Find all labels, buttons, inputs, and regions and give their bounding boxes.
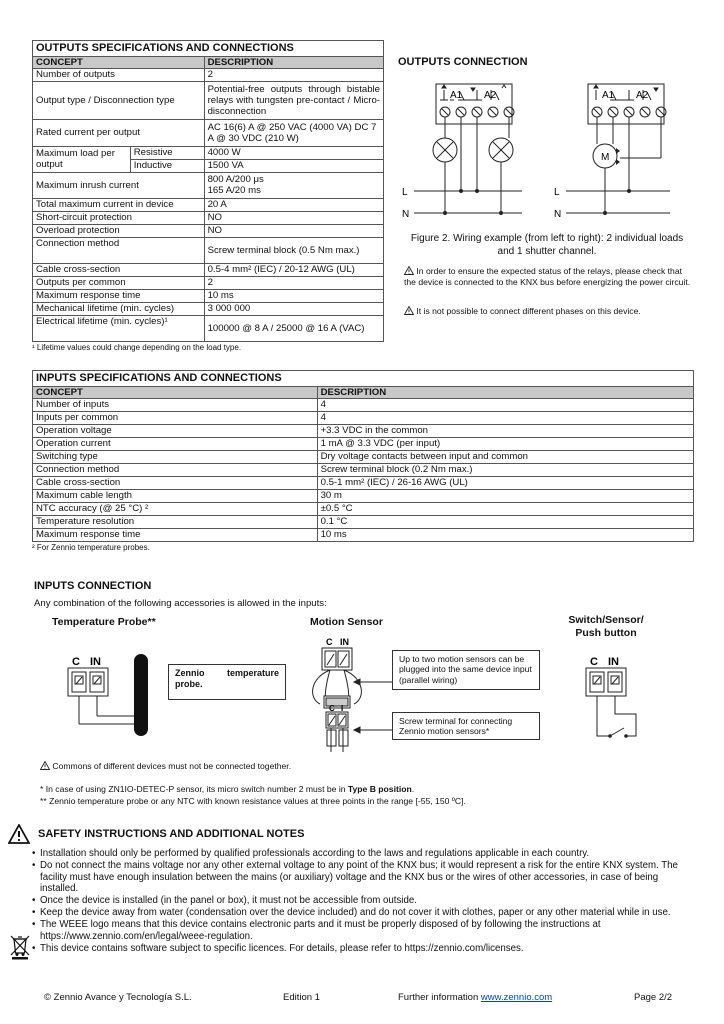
row-concept: Maximum response time: [33, 528, 318, 541]
switch-diagram: [580, 654, 650, 742]
warning-relay-status: [404, 266, 696, 287]
note-sensor: * In case of using ZN1IO-DETEC-P sensor, its micro switch number 2 must be in Type B position.: [40, 784, 415, 794]
row-concept: Connection method: [33, 463, 318, 476]
safety-item: • Installation should only be performed by qualified professionals according to the laws and regulations applicable in each country.: [32, 848, 692, 860]
inputs-footnote: ² For Zennio temperature probes.: [32, 543, 150, 552]
row-concept: Number of inputs: [33, 398, 318, 411]
warning-icon: [40, 761, 50, 770]
row-concept: Mechanical lifetime (min. cycles): [33, 302, 205, 315]
note-probe: ** Zennio temperature probe or any NTC with known resistance values at three points in the range [-55, 150 ºC].: [40, 796, 466, 806]
terminal-c-label: C: [72, 656, 80, 668]
terminal-a2-label: A2: [484, 90, 497, 101]
warning-text: In order to ensure the expected status of the relays, please check that the device is connected to the KNX bus before energizing the power circuit.: [404, 266, 691, 287]
row-concept: Operation current: [33, 437, 318, 450]
terminal-a1-label: A1: [450, 90, 463, 101]
line-n-label: N: [554, 209, 562, 220]
row-desc: 0.5-1 mm² (IEC) / 26-16 AWG (UL): [317, 476, 693, 489]
inputs-intro: Any combination of the following accessories is allowed in the inputs:: [34, 598, 327, 609]
safety-item: • The WEEE logo means that this device contains electronic parts and it must be properly disposed of by following the instructions at https://www.zennio.com/en/legal/weee-regulation.: [32, 919, 692, 943]
terminal-c-label: C: [590, 656, 598, 668]
row-concept: Cable cross-section: [33, 263, 205, 276]
row-desc: 100000 @ 8 A / 25000 @ 16 A (VAC): [204, 315, 383, 341]
row-concept: Temperature resolution: [33, 515, 318, 528]
row-desc: 1 mA @ 3.3 VDC (per input): [317, 437, 693, 450]
terminal-c-label: C: [326, 637, 333, 647]
row-desc: 800 A/200 μs 165 A/20 ms: [204, 172, 383, 198]
row-concept: Maximum response time: [33, 289, 205, 302]
row-concept: Cable cross-section: [33, 476, 318, 489]
row-desc: 3 000 000: [204, 302, 383, 315]
row-concept: Overload protection: [33, 224, 205, 237]
warning-commons: [40, 761, 291, 772]
row-desc: Potential-free outputs through bistable relays with tungsten pre-contact / Micro-disconnection: [204, 81, 383, 119]
temperature-probe-title: Temperature Probe**: [52, 616, 156, 628]
inputs-table-title: INPUTS SPECIFICATIONS AND CONNECTIONS: [33, 371, 694, 387]
terminal-in-label: IN: [340, 637, 349, 647]
row-desc: 30 m: [317, 489, 693, 502]
row-desc: ±0.5 °C: [317, 502, 693, 515]
col-description: DESCRIPTION: [317, 386, 693, 398]
line-l-label: L: [402, 187, 408, 198]
safety-list: [32, 848, 692, 954]
col-concept: CONCEPT: [33, 56, 205, 68]
row-concept: Maximum inrush current: [33, 172, 205, 198]
row-desc: 4000 W: [204, 146, 383, 159]
row-desc: 10 ms: [204, 289, 383, 302]
safety-title: SAFETY INSTRUCTIONS AND ADDITIONAL NOTES: [38, 828, 305, 840]
safety-item: • Keep the device away from water (condensation over the device included) and do not cover it with clothes, paper or any other material while in use.: [32, 907, 692, 919]
footer-further: Further information www.zennio.com: [398, 992, 553, 1003]
screw-note-box: Screw terminal for connecting Zennio motion sensors*: [392, 712, 540, 740]
row-sub: Inductive: [130, 159, 204, 172]
row-concept: Operation voltage: [33, 424, 318, 437]
warning-phases: [404, 306, 696, 317]
row-desc: 4: [317, 411, 693, 424]
safety-item: • This device contains software subject to specific licences. For details, please refer to https://zennio.com/licenses.: [32, 943, 692, 955]
footer-edition: Edition 1: [283, 992, 320, 1003]
safety-item: • Do not connect the mains voltage nor any other external voltage to any point of the KNX bus; it would represent a risk for the entire KNX system. The facility must have enough insulation between the mains (or auxiliary) voltage and the KNX bus or the wires of other accessories, in case of being installed.: [32, 860, 692, 895]
col-description: DESCRIPTION: [204, 56, 383, 68]
safety-item: • Once the device is installed (in the panel or box), it must not be accessible from outside.: [32, 895, 692, 907]
zennio-link[interactable]: www.zennio.com: [480, 992, 553, 1003]
row-concept: Number of outputs: [33, 68, 205, 81]
row-concept: NTC accuracy (@ 25 °C) ²: [33, 502, 318, 515]
row-concept: Electrical lifetime (min. cycles)¹: [33, 315, 205, 341]
footer-page: Page 2/2: [634, 992, 673, 1003]
motor-label: M: [601, 152, 610, 163]
warning-text: Commons of different devices must not be connected together.: [52, 761, 292, 771]
row-sub: Resistive: [130, 146, 204, 159]
terminal-in-label: IN: [608, 656, 619, 668]
terminal-a2-label: A2: [636, 90, 649, 101]
row-concept: Short-circuit protection: [33, 211, 205, 224]
motion-note-box: Up to two motion sensors can be plugged into the same device input (parallel wiring): [392, 650, 540, 690]
terminal-i-label: I: [341, 704, 344, 713]
col-concept: CONCEPT: [33, 386, 318, 398]
row-desc: AC 16(6) A @ 250 VAC (4000 VA) DC 7 A @ 30 VDC (210 W): [204, 119, 383, 146]
row-concept: Connection method: [33, 237, 205, 263]
row-desc: NO: [204, 224, 383, 237]
row-concept: Total maximum current in device: [33, 198, 205, 211]
row-desc: 10 ms: [317, 528, 693, 541]
weee-bin-icon: [10, 934, 30, 960]
row-concept: Output type / Disconnection type: [33, 81, 205, 119]
row-desc: Dry voltage contacts between input and common: [317, 450, 693, 463]
row-concept: Maximum load per output: [33, 146, 131, 172]
row-desc: NO: [204, 211, 383, 224]
outputs-spec-table: [32, 40, 384, 342]
row-desc: +3.3 VDC in the common: [317, 424, 693, 437]
motion-sensor-title: Motion Sensor: [310, 616, 383, 628]
probe-label-box: Zennio temperature probe.: [168, 664, 286, 700]
outputs-wiring-diagram: [398, 78, 698, 223]
line-n-label: N: [402, 209, 410, 220]
safety-warning-icon: [8, 824, 30, 844]
row-desc: 0.1 °C: [317, 515, 693, 528]
outputs-connection-title: OUTPUTS CONNECTION: [398, 56, 528, 68]
row-concept: Maximum cable length: [33, 489, 318, 502]
row-desc: Screw terminal block (0.5 Nm max.): [204, 237, 383, 263]
row-desc: 2: [204, 276, 383, 289]
temperature-probe-diagram: [62, 650, 158, 740]
inputs-connection-title: INPUTS CONNECTION: [34, 580, 152, 592]
warning-text: It is not possible to connect different phases on this device.: [416, 306, 641, 316]
row-desc: 20 A: [204, 198, 383, 211]
row-concept: Outputs per common: [33, 276, 205, 289]
figure-caption: Figure 2. Wiring example (from left to right): 2 individual loads and 1 shutter channel.: [410, 233, 684, 257]
terminal-a1-label: A1: [602, 90, 615, 101]
warning-icon: [404, 266, 414, 275]
terminal-c-label: C: [329, 704, 335, 713]
warning-icon: [404, 306, 414, 315]
row-desc: 0.5-4 mm² (IEC) / 20-12 AWG (UL): [204, 263, 383, 276]
line-l-label: L: [554, 187, 560, 198]
outputs-footnote: ¹ Lifetime values could change depending on the load type.: [32, 343, 242, 352]
row-desc: 4: [317, 398, 693, 411]
row-desc: 2: [204, 68, 383, 81]
row-concept: Rated current per output: [33, 119, 205, 146]
footer-company: © Zennio Avance y Tecnología S.L.: [44, 992, 192, 1003]
row-desc: Screw terminal block (0.2 Nm max.): [317, 463, 693, 476]
inputs-spec-table: [32, 370, 694, 542]
row-desc: 1500 VA: [204, 159, 383, 172]
row-concept: Inputs per common: [33, 411, 318, 424]
switch-title: Switch/Sensor/ Push button: [568, 614, 644, 640]
outputs-table-title: OUTPUTS SPECIFICATIONS AND CONNECTIONS: [33, 41, 384, 57]
row-concept: Switching type: [33, 450, 318, 463]
terminal-in-label: IN: [90, 656, 101, 668]
